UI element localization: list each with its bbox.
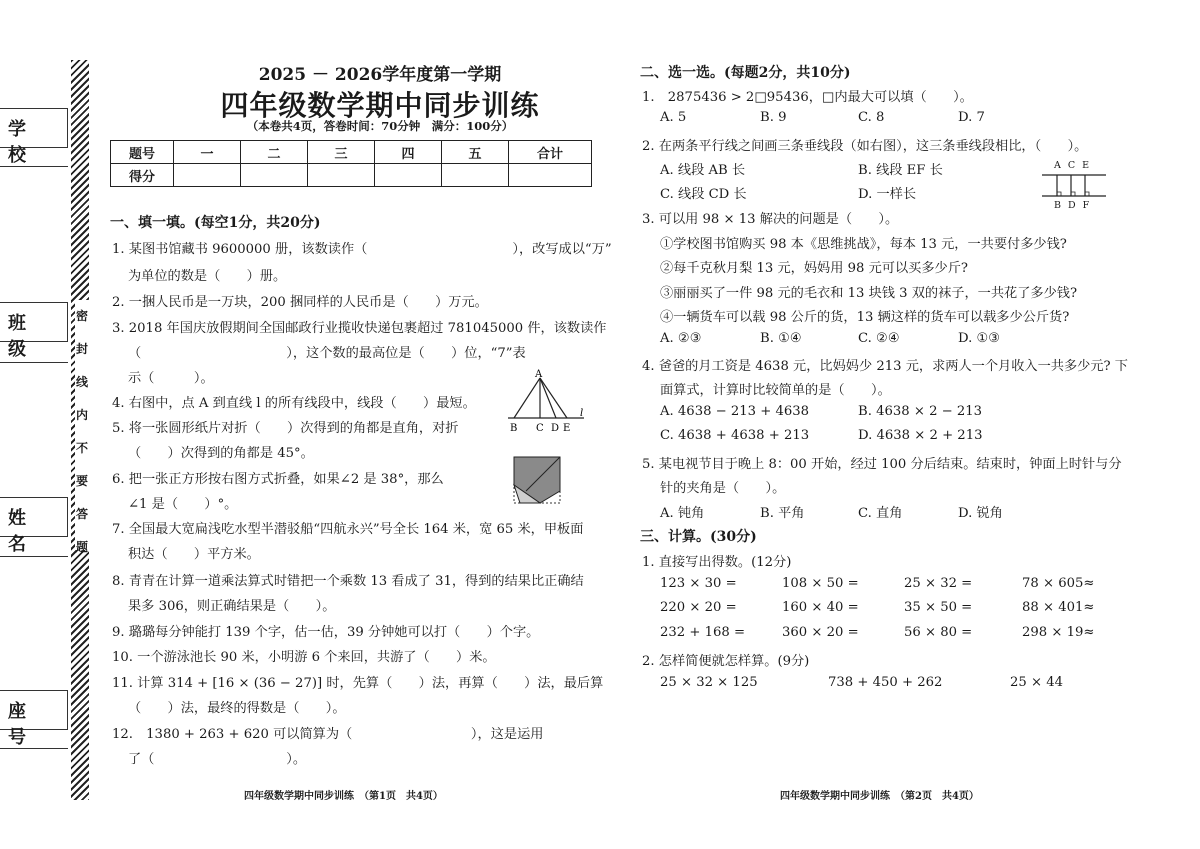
- score-header-cell: 二: [241, 141, 308, 164]
- q11-line1: 11. 计算 314 + [16 × (36 − 27)] 时，先算（ ）法，再算（ ）法，最后算: [112, 676, 604, 691]
- s2-q4-line1: 4. 爸爸的月工资是 4638 元，比妈妈少 213 元，求两人一个月收入一共多少元? 下: [642, 359, 1128, 374]
- school-year-heading: 2025 － 2026学年度第一学期: [258, 65, 502, 85]
- calc-item: 360 × 20 =: [782, 625, 859, 640]
- seal-char: 封: [76, 342, 89, 356]
- score-header-cell: 四: [375, 141, 442, 164]
- calc-item: 232 + 168 =: [660, 625, 746, 640]
- q10-line: 10. 一个游泳池长 90 米，小明游 6 个来回，共游了（ ）米。: [112, 650, 496, 665]
- s2-q5-option-c[interactable]: C. 直角: [858, 506, 903, 521]
- q3-line1: 3. 2018 年国庆放假期间全国邮政行业揽收快递包裹超过 781045000 件，该数读作: [112, 321, 607, 336]
- simplify-item: 738 + 450 + 262: [828, 675, 943, 690]
- q7-line1: 7. 全国最大宽扁浅吃水型半潜驳船“四航永兴”号全长 164 米，宽 65 米，甲板面: [112, 522, 584, 537]
- segment-ab: [514, 378, 540, 418]
- seal-char: 要: [76, 474, 89, 488]
- class-label: 班 级: [0, 302, 68, 342]
- q2-fig-bottom-labels: B D F: [1054, 200, 1092, 211]
- score-header-cell: 五: [442, 141, 509, 164]
- school-write-line: [0, 166, 68, 167]
- calc-item: 123 × 30 =: [660, 576, 737, 591]
- calc-item: 56 × 80 =: [904, 625, 973, 640]
- score-cell[interactable]: [308, 164, 375, 187]
- calc-item: 160 × 40 =: [782, 600, 859, 615]
- score-cell[interactable]: [174, 164, 241, 187]
- simplify-item: 25 × 44: [1010, 675, 1063, 690]
- s2-q1-option-d[interactable]: D. 7: [958, 110, 985, 125]
- s2-q4-option-c[interactable]: C. 4638 + 4638 + 213: [660, 428, 810, 443]
- calc-item: 78 × 605≈: [1022, 576, 1095, 591]
- s2-q4-option-a[interactable]: A. 4638 − 213 + 4638: [660, 404, 810, 419]
- s2-q1-option-a[interactable]: A. 5: [660, 110, 687, 125]
- q2-line: 2. 一捆人民币是一万块，200 捆同样的人民币是（ ）万元。: [112, 295, 488, 310]
- seal-char: 内: [76, 408, 89, 422]
- section2-title: 二、选一选。(每题2分，共10分): [640, 65, 851, 81]
- s2-q2-option-a[interactable]: A. 线段 AB 长: [660, 163, 746, 178]
- q8-line2: 果多 306，则正确结果是（ ）。: [128, 599, 336, 614]
- name-label: 姓 名: [0, 497, 68, 537]
- s2-q4-option-d[interactable]: D. 4638 × 2 + 213: [858, 428, 983, 443]
- q4-figure: [504, 368, 588, 438]
- q2-parallel-figure: [1040, 172, 1110, 200]
- q1-line2: 为单位的数是（ ）册。: [128, 269, 287, 284]
- label-c: C: [536, 423, 544, 434]
- q12-line1: 12. 1380 + 263 + 620 可以简算为（ ），这是运用: [112, 727, 544, 742]
- seal-char: 线: [76, 375, 89, 389]
- s2-q3-item-3: ③丽丽买了一件 98 元的毛衣和 13 块钱 3 双的袜子，一共花了多少钱?: [660, 286, 1078, 301]
- class-write-line: [0, 362, 68, 363]
- s3-part1-heading: 1. 直接写出得数。(12分): [642, 555, 792, 570]
- label-l: l: [580, 408, 584, 419]
- score-table-score-row: [111, 164, 592, 187]
- score-cell[interactable]: [509, 164, 592, 187]
- label-d: D: [551, 423, 560, 434]
- seal-char: 题: [76, 540, 89, 554]
- q6-line2: ∠1 是（ ）°。: [128, 497, 238, 512]
- s2-q2-option-c[interactable]: C. 线段 CD 长: [660, 187, 747, 202]
- s2-q1-option-b[interactable]: B. 9: [760, 110, 787, 125]
- q11-line2: （ ）法，最终的得数是（ ）。: [128, 701, 346, 716]
- s2-q3-option-c[interactable]: C. ②④: [858, 331, 900, 346]
- s2-q4-option-b[interactable]: B. 4638 × 2 − 213: [858, 404, 983, 419]
- label-e: E: [563, 423, 571, 434]
- score-header-cell: 一: [174, 141, 241, 164]
- s2-q5-option-a[interactable]: A. 钝角: [660, 506, 705, 521]
- s2-q1-option-c[interactable]: C. 8: [858, 110, 885, 125]
- score-cell[interactable]: [375, 164, 442, 187]
- q9-line: 9. 璐璐每分钟能打 139 个字，估一估，39 分钟她可以打（ ）个字。: [112, 625, 540, 640]
- s2-q3-option-d[interactable]: D. ①③: [958, 331, 1001, 346]
- calc-item: 88 × 401≈: [1022, 600, 1095, 615]
- seal-char: 不: [76, 441, 89, 455]
- seat-write-line: [0, 748, 68, 749]
- score-header-cell: 合计: [509, 141, 592, 164]
- seal-char: 密: [76, 309, 89, 323]
- s2-q3-option-b[interactable]: B. ①④: [760, 331, 802, 346]
- s2-q3: 3. 可以用 98 × 13 解决的问题是（ ）。: [642, 212, 899, 227]
- q7-line2: 积达（ ）平方米。: [128, 547, 260, 562]
- exam-title: 四年级数学期中同步训练: [220, 89, 540, 122]
- s2-q3-item-4: ④一辆货车可以载 98 公斤的货，13 辆这样的货车可以载多少公斤货?: [660, 310, 1070, 325]
- page2-footer: 四年级数学期中同步训练 （第2页 共4页）: [780, 791, 979, 802]
- section3-title: 三、计算。(30分): [640, 529, 757, 545]
- calc-item: 25 × 32 =: [904, 576, 973, 591]
- section1-title: 一、填一填。(每空1分，共20分): [110, 215, 321, 231]
- q8-line1: 8. 青青在计算一道乘法算式时错把一个乘数 13 看成了 31，得到的结果比正确结: [112, 574, 584, 589]
- s2-q5-line1: 5. 某电视节目于晚上 8：00 开始，经过 100 分后结束。结束时，钟面上时针与分: [642, 457, 1122, 472]
- calc-item: 35 × 50 =: [904, 600, 973, 615]
- s2-q3-item-2: ②每千克秋月梨 13 元，妈妈用 98 元可以买多少斤?: [660, 261, 968, 276]
- score-cell[interactable]: [241, 164, 308, 187]
- score-row-label: 得分: [111, 164, 174, 187]
- school-label: 学 校: [0, 108, 68, 148]
- score-header-cell: 题号: [111, 141, 174, 164]
- q6-fold-figure: [512, 455, 562, 507]
- exam-note: （本卷共4页，答卷时间：70分钟 满分：100分）: [246, 119, 514, 133]
- s2-q2-option-d[interactable]: D. 一样长: [858, 187, 917, 202]
- calc-item: 108 × 50 =: [782, 576, 859, 591]
- s2-q3-item-1: ①学校图书馆购买 98 本《思维挑战》，每本 13 元，一共要付多少钱?: [660, 237, 1067, 252]
- page1-footer: 四年级数学期中同步训练 （第1页 共4页）: [244, 791, 443, 802]
- q4-line: 4. 右图中，点 A 到直线 l 的所有线段中，线段（ ）最短。: [112, 396, 476, 411]
- name-write-line: [0, 556, 68, 557]
- label-a: A: [535, 369, 543, 380]
- q3-line2: （ ），这个数的最高位是（ ）位，“7”表: [128, 346, 526, 361]
- calc-item: 298 × 19≈: [1022, 625, 1095, 640]
- score-table: [110, 140, 592, 187]
- s2-q4-line2: 面算式，计算时比较简单的是（ ）。: [660, 383, 891, 398]
- simplify-item: 25 × 32 × 125: [660, 675, 758, 690]
- s2-q5-option-d[interactable]: D. 锐角: [958, 506, 1003, 521]
- seal-char: 答: [76, 507, 89, 521]
- q2-fig-top-labels: A C E: [1054, 160, 1092, 171]
- s2-q2: 2. 在两条平行线之间画三条垂线段（如右图），这三条垂线段相比，（ ）。: [642, 139, 1088, 154]
- q5-line2: （ ）次得到的角都是 45°。: [128, 446, 314, 461]
- s2-q2-option-b[interactable]: B. 线段 EF 长: [858, 163, 943, 178]
- s2-q3-option-a[interactable]: A. ②③: [660, 331, 702, 346]
- score-header-cell: 三: [308, 141, 375, 164]
- score-cell[interactable]: [442, 164, 509, 187]
- s2-q5-option-b[interactable]: B. 平角: [760, 506, 805, 521]
- s2-q5-line2: 针的夹角是（ ）。: [660, 481, 786, 496]
- s3-part2-heading: 2. 怎样简便就怎样算。(9分): [642, 654, 810, 669]
- q6-line1: 6. 把一张正方形按右图方式折叠，如果∠2 是 38°，那么: [112, 472, 444, 487]
- q5-line1: 5. 将一张圆形纸片对折（ ）次得到的角都是直角，对折: [112, 421, 459, 436]
- label-b: B: [510, 423, 518, 434]
- q12-line2: 了（ ）。: [128, 752, 307, 767]
- s2-q1: 1. 2875436 > 2□95436，□内最大可以填（ ）。: [642, 90, 973, 105]
- calc-item: 220 × 20 =: [660, 600, 737, 615]
- q1-line1: 1. 某图书馆藏书 9600000 册，该数读作（ ），改写成以“万”: [112, 242, 612, 257]
- seat-label: 座 号: [0, 690, 68, 730]
- q3-line3: 示（ ）。: [128, 371, 214, 386]
- score-table-header-row: [111, 141, 592, 164]
